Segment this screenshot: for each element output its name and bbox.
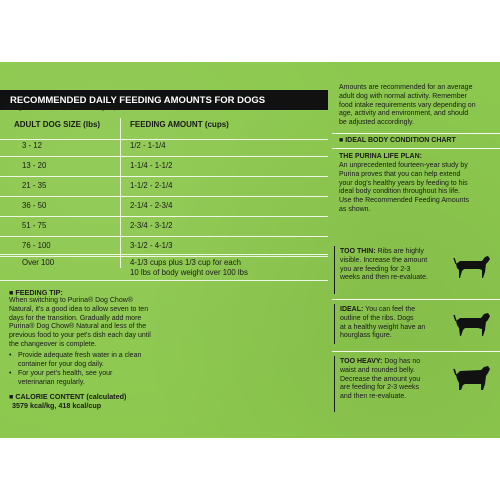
separator — [332, 133, 500, 134]
calorie-value: 3579 kcal/kg, 418 kcal/cup — [12, 401, 102, 410]
feeding-tip-line: When switching to Purina® Dog Chow® — [9, 297, 133, 304]
separator — [332, 351, 500, 352]
feeding-tip-heading: ■ FEEDING TIP: — [9, 288, 63, 297]
feeding-tip-line: Purina® Dog Chow® Natural and less of the — [9, 323, 147, 331]
separator — [332, 299, 500, 300]
intro-line: be adjusted accordingly. — [339, 119, 414, 127]
heavy-line: Decrease the amount you — [340, 375, 421, 383]
heavy-line: are feeding for 2-3 weeks — [340, 384, 419, 392]
row-line — [0, 254, 328, 256]
table-bottom-line — [0, 280, 328, 281]
size-cell: 21 - 35 — [22, 181, 47, 190]
feeding-tip-line: days for the transition. Gradually add more — [9, 314, 142, 322]
thin-dog-icon — [452, 250, 492, 280]
size-cell: 36 - 50 — [22, 201, 47, 210]
size-cell: 3 - 12 — [22, 141, 42, 150]
plan-line: ideal body condition throughout his life. — [339, 188, 461, 196]
chart-heading: ■ IDEAL BODY CONDITION CHART — [339, 137, 456, 144]
tip-bullet: • — [9, 370, 12, 377]
size-cell: 13 - 20 — [22, 161, 47, 170]
amount-cell: 1-1/2 - 2-1/4 — [130, 181, 173, 190]
row-line — [0, 216, 328, 218]
condition-bar — [334, 304, 335, 344]
calorie-heading: ■ CALORIE CONTENT (calculated) — [9, 392, 127, 401]
thin-line: weeks and then re-evaluate. — [340, 274, 428, 282]
tip-bullet: • — [9, 352, 12, 359]
col-header-size: ADULT DOG SIZE (lbs) — [14, 120, 101, 129]
heavy-line: waist and rounded belly. — [340, 366, 415, 374]
intro-line: Amounts are recommended for an average — [339, 84, 473, 91]
size-cell: 76 - 100 — [22, 241, 51, 250]
intro-line: adult dog with normal activity. Remember — [339, 92, 467, 100]
heavy-dog-icon — [452, 362, 492, 392]
condition-bar — [334, 246, 335, 294]
col-header-amount: FEEDING AMOUNT (cups) — [130, 120, 229, 129]
thin-line-1: TOO THIN: Ribs are highly — [340, 248, 424, 255]
thin-line: you are feeding for 2-3 — [340, 265, 411, 273]
tip-bullet-line: container for your dog daily. — [18, 360, 104, 368]
row-line — [0, 236, 328, 238]
intro-line: age, activity and environment, and should — [339, 110, 469, 118]
intro-line: food intake requirements vary depending on — [339, 101, 476, 109]
ideal-line: at a healthy weight have an — [340, 323, 426, 331]
condition-bar — [334, 356, 335, 412]
plan-line: Use the Recommended Feeding Amounts — [339, 197, 469, 205]
feeding-tip-line: previous food to your pet's dish each day until — [9, 332, 151, 340]
row-line — [0, 156, 328, 158]
amount-cell: 4-1/3 cups plus 1/3 cup for each — [130, 258, 241, 267]
ideal-line-1: IDEAL: You can feel the — [340, 306, 416, 313]
table-subtitle: using a standard 8-oz measuring cup — [6, 104, 118, 111]
row-line — [0, 176, 328, 178]
tip-bullet-line: For your pet's health, see your — [18, 370, 113, 377]
thin-line: visible. Increase the amount — [340, 256, 428, 264]
amount-cell: 10 lbs of body weight over 100 lbs — [130, 268, 248, 277]
table-title: RECOMMENDED DAILY FEEDING AMOUNTS FOR DOGS — [10, 95, 266, 106]
amount-cell: 2-3/4 - 3-1/2 — [130, 221, 173, 230]
amount-cell: 1/2 - 1-1/4 — [130, 141, 166, 150]
tip-bullet-line: Provide adequate fresh water in a clean — [18, 352, 142, 359]
plan-heading: THE PURINA LIFE PLAN: — [339, 153, 422, 160]
amount-cell: 2-1/4 - 2-3/4 — [130, 201, 173, 210]
heavy-line-1: TOO HEAVY: Dog has no — [340, 358, 421, 365]
plan-line: Purina proves that you can help extend — [339, 170, 461, 178]
ideal-line: hourglass figure. — [340, 332, 392, 340]
size-cell: 51 - 75 — [22, 221, 47, 230]
feeding-tip-line: the changeover is complete. — [9, 341, 97, 348]
ideal-line: outline of the ribs. Dogs — [340, 314, 414, 322]
ideal-dog-icon — [452, 308, 492, 338]
tip-bullet-line: veterinarian regularly. — [18, 378, 85, 386]
size-cell: Over 100 — [22, 258, 55, 267]
plan-line: your dog's healthy years by feeding to his — [339, 179, 468, 187]
heavy-line: and then re-evaluate. — [340, 393, 407, 401]
row-line — [0, 196, 328, 198]
feeding-tip-line: Natural, it's a good idea to allow seven to ten — [9, 305, 149, 313]
separator — [332, 148, 500, 149]
amount-cell: 1-1/4 - 1-1/2 — [130, 161, 173, 170]
plan-line: as shown. — [339, 206, 371, 213]
plan-line: An unprecedented fourteen-year study by — [339, 162, 468, 169]
amount-cell: 3-1/2 - 4-1/3 — [130, 241, 173, 250]
